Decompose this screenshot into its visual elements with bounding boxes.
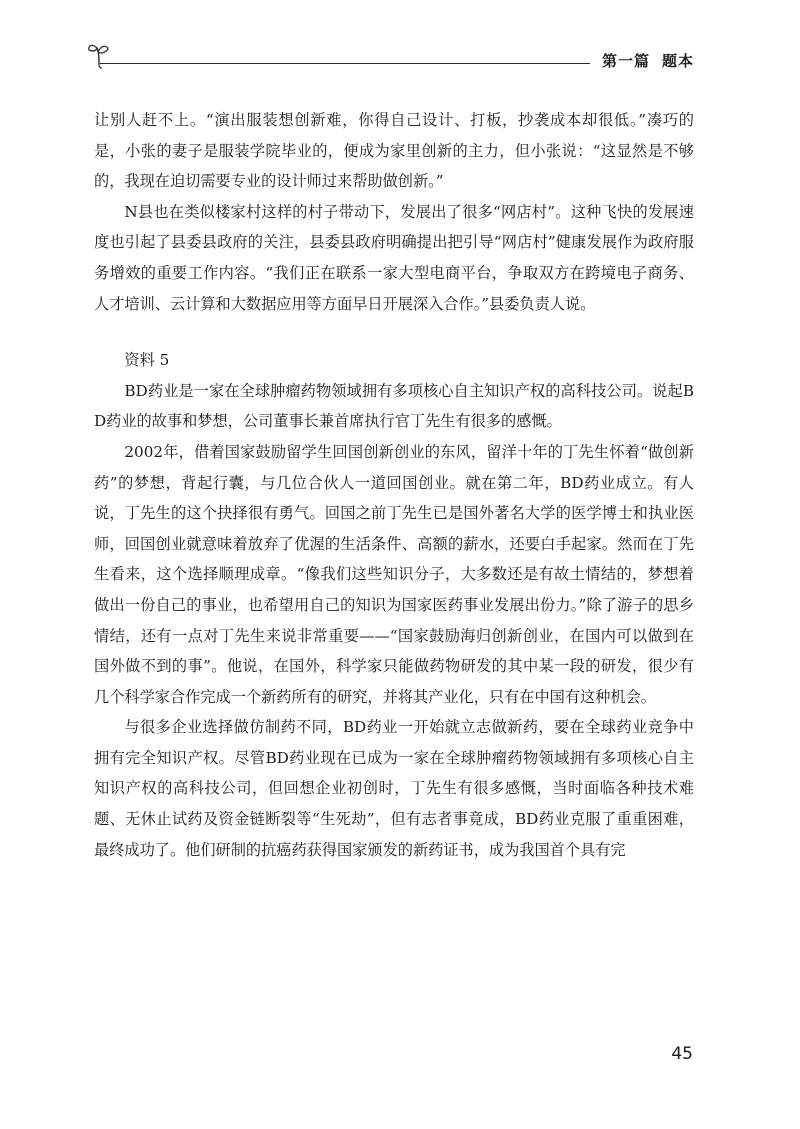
running-header xyxy=(86,40,694,74)
material-paragraph-innovation: 与很多企业选择做仿制药不同，BD药业一开始就立志做新药，要在全球药业竞争中拥有完全知识产权。尽管BD药业现在已成为一家在全球肿瘤药物领域拥有多项核心自主知识产权的高科技公司，但回想企业初创时，丁先生有很多感慨，当时面临各种技术难题、无休止试药及资金链断裂等“生死劫”，但有志者事竟成，BD药业克服了重重困难，最终成功了。他们研制的抗癌药获得国家颁发的新药证书，成为我国首个具有完 xyxy=(94,718,694,859)
section-title: 题本 xyxy=(661,52,694,70)
paragraph-continuation: 让别人赶不上。“演出服装想创新难，你得自己设计、打板，抄袭成本却很低。”凑巧的是，小张的妻子是服装学院毕业的，便成为家里创新的主力，但小张说：“这显然是不够的，我现在迫切需要专业的设计师过来帮助做创新。” xyxy=(94,111,694,191)
header-rule xyxy=(100,63,590,64)
material-paragraph-founding: 2002年，借着国家鼓励留学生回国创新创业的东风，留洋十年的丁先生怀着“做创新药”的梦想，背起行囊，与几位合伙人一道回国创业。就在第二年，BD药业成立。有人说，丁先生的这个抉择很有勇气。回国之前丁先生已是国外著名大学的医学博士和执业医师，回国创业就意味着放弃了优渥的生活条件、高额的薪水，还要白手起家。然而在丁先生看来，这个选择顺理成章。“像我们这些知识分子，大多数还是有故土情结的，梦想着做出一份自己的事业，也希望用自己的知识为国家医药事业发展出份力。”除了游子的思乡情结，还有一点对丁先生来说非常重要——“国家鼓励海归创新创业，在国内可以做到在国外做不到的事”。他说，在国外，科学家只能做药物研发的其中某一段的研发，很少有几个科学家合作完成一个新药所有的研究，并将其产业化，只有在中国有这种机会。 xyxy=(94,442,694,706)
material-label: 资料 5 xyxy=(124,351,170,370)
page-number: 45 xyxy=(671,1044,693,1064)
material-paragraph-intro: BD药业是一家在全球肿瘤药物领域拥有多项核心自主知识产权的高科技公司。说起BD药业的故事和梦想，公司董事长兼首席执行官丁先生有很多的感慨。 xyxy=(94,381,694,431)
sprout-icon xyxy=(86,40,116,70)
section-label: 第一篇 xyxy=(601,52,650,70)
page-body xyxy=(94,105,694,865)
paragraph-n-county: N县也在类似楼家村这样的村子带动下，发展出了很多“网店村”。这种飞快的发展速度也引起了县委县政府的关注，县委县政府明确提出把引导“网店村”健康发展作为政府服务增效的重要工作内容。“我们正在联系一家大型电商平台，争取双方在跨境电子商务、人才培训、云计算和大数据应用等方面早日开展深入合作。”县委负责人说。 xyxy=(94,202,694,313)
section-heading xyxy=(602,50,694,71)
